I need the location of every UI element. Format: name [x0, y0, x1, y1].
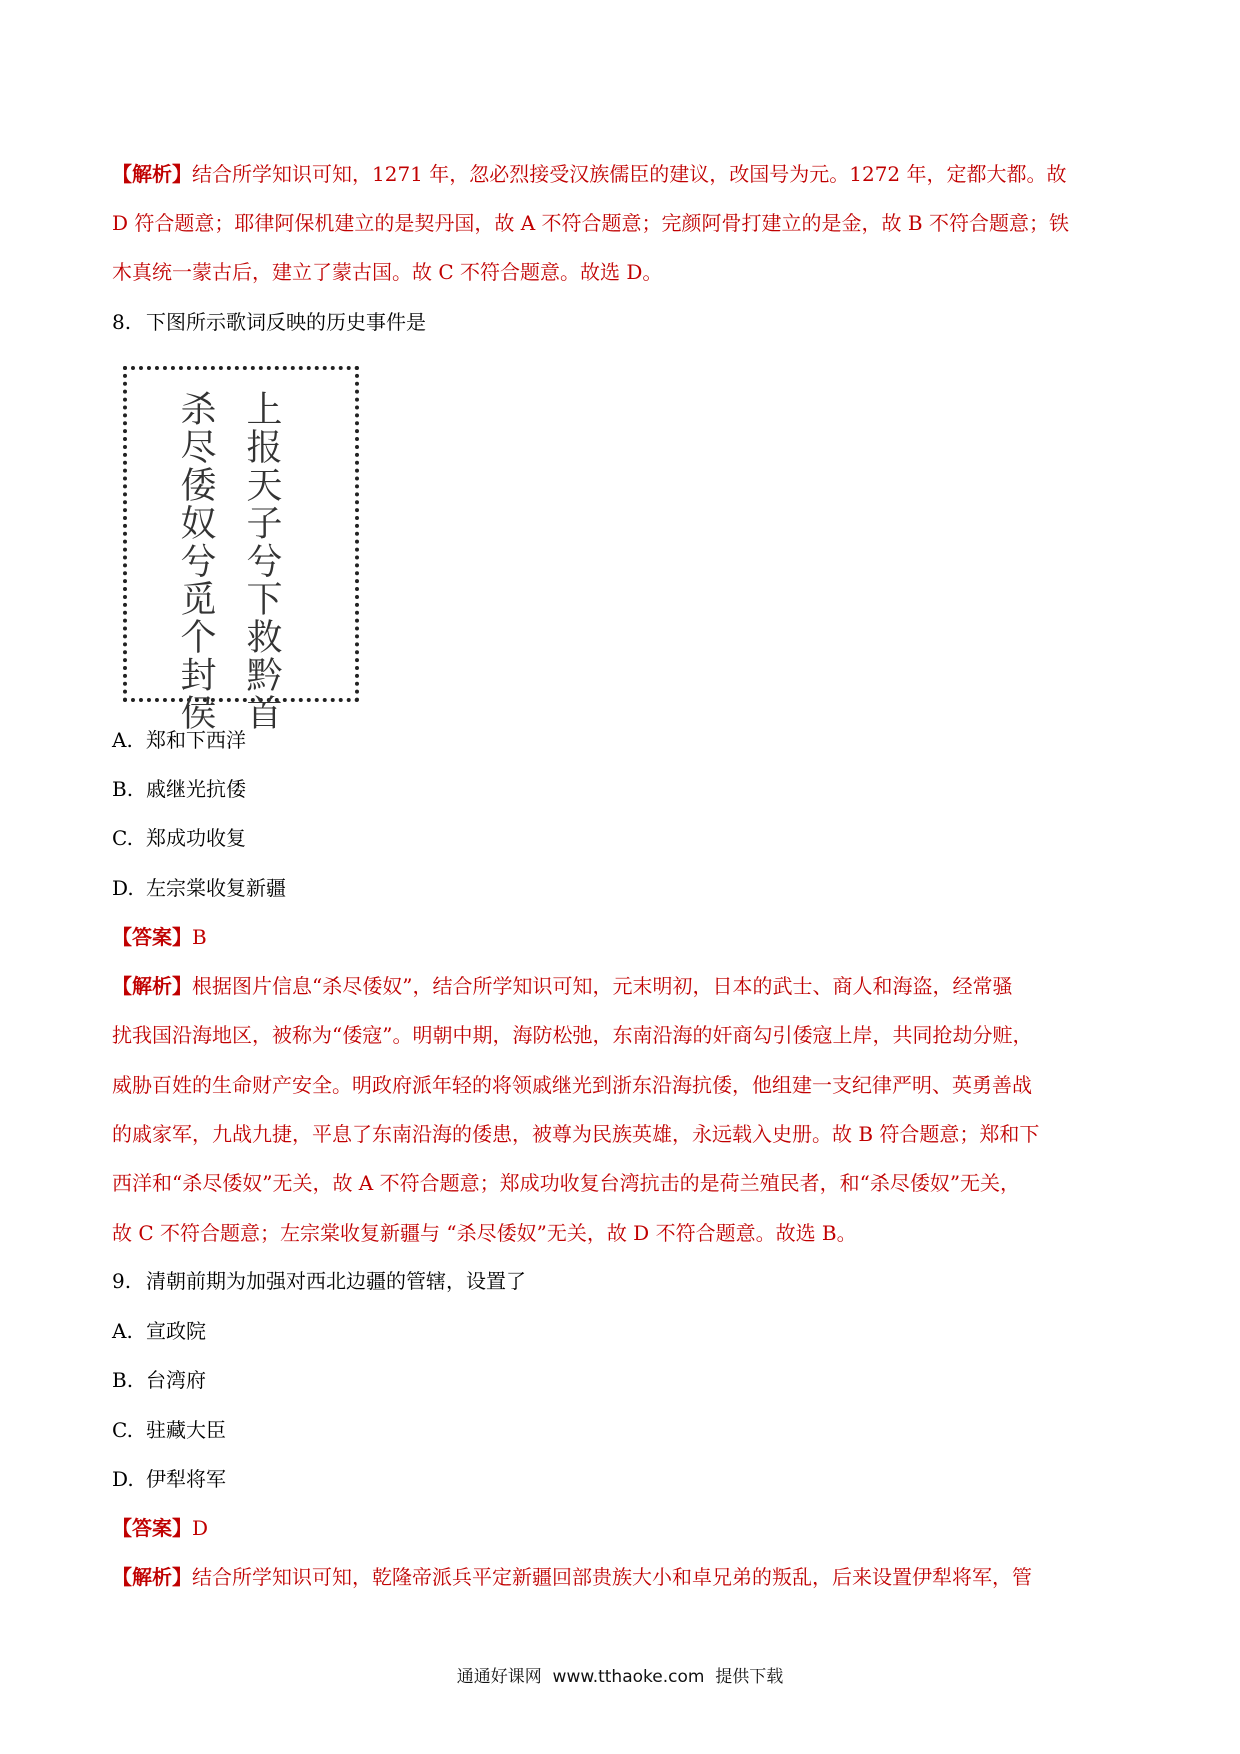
lyrics-left-column: [171, 390, 219, 742]
analysis-tag: 【解析】: [112, 974, 192, 998]
q9-question: [112, 1267, 526, 1295]
q8-analysis-line-2: 扰我国沿海地区，被称为“倭寇”。明朝中期，海防松弛，东南沿海的奸商勾引倭寇上岸，共同抢劫分赃，: [112, 1023, 1033, 1047]
q8-question-text: 下图所示歌词反映的历史事件是: [146, 310, 426, 334]
option-letter: C.: [112, 1418, 133, 1442]
q7-analysis-text-1: 结合所学知识可知，1271 年，忽必烈接受汉族儒臣的建议，改国号为元。1272 年，定都大都。故: [192, 162, 1067, 186]
q9-analysis-text-1: 结合所学知识可知，乾隆帝派兵平定新疆回部贵族大小和卓兄弟的叛乱，后来设置伊犁将军，管: [192, 1565, 1032, 1589]
option-text: 郑和下西洋: [146, 728, 246, 752]
option-text: 驻藏大臣: [146, 1418, 226, 1442]
q9-answer: [112, 1514, 208, 1542]
analysis-tag: 【解析】: [112, 1565, 192, 1589]
q8-number: 8.: [112, 310, 132, 334]
q9-number: 9.: [112, 1269, 132, 1293]
footer-url[interactable]: www.tthaoke.com: [552, 1667, 705, 1687]
option-letter: C.: [112, 826, 133, 850]
lyrics-right-text: 上报天子兮下救黔首: [241, 390, 282, 732]
q9-analysis-line-1: [112, 1563, 1032, 1591]
q7-analysis-line-3: 木真统一蒙古后，建立了蒙古国。故 C 不符合题意。故选 D。: [112, 260, 663, 284]
q7-analysis-line-2: D 符合题意；耶律阿保机建立的是契丹国，故 A 不符合题意；完颜阿骨打建立的是金，故 B 不符合题意；铁: [112, 211, 1069, 235]
q8-analysis-line-3: 威胁百姓的生命财产安全。明政府派年轻的将领戚继光到浙东沿海抗倭，他组建一支纪律严明、英勇善战: [112, 1073, 1032, 1097]
q9-option-c[interactable]: [112, 1416, 226, 1444]
lyrics-image: [123, 366, 359, 732]
q8-analysis-line-4: 的戚家军，九战九捷，平息了东南沿海的倭患，被尊为民族英雄，永远载入史册。故 B 符合题意；郑和下: [112, 1122, 1040, 1146]
answer-value: D: [192, 1516, 209, 1540]
option-text: 戚继光抗倭: [146, 777, 246, 801]
q9-option-d[interactable]: [112, 1465, 226, 1493]
q8-option-b[interactable]: [112, 775, 246, 803]
q8-question: [112, 308, 426, 336]
q9-option-b[interactable]: [112, 1366, 206, 1394]
q8-answer: [112, 923, 207, 951]
footer-site: 通通好课网: [456, 1667, 542, 1687]
q8-analysis-line-1: [112, 972, 1012, 1000]
q8-analysis-text-1: 根据图片信息“杀尽倭奴”，结合所学知识可知，元末明初，日本的武士、商人和海盗，经常骚: [192, 974, 1013, 998]
lyrics-left-text: 杀尽倭奴兮觅个封侯: [175, 390, 216, 732]
option-text: 左宗棠收复新疆: [146, 876, 286, 900]
option-letter: D.: [112, 1467, 134, 1491]
option-text: 伊犁将军: [146, 1467, 226, 1491]
q9-question-text: 清朝前期为加强对西北边疆的管辖，设置了: [146, 1269, 526, 1293]
option-text: 台湾府: [146, 1368, 206, 1392]
q9-option-a[interactable]: [112, 1317, 206, 1345]
option-text: 宣政院: [146, 1319, 206, 1343]
q8-option-a[interactable]: [112, 726, 246, 754]
option-letter: A.: [112, 1319, 133, 1343]
option-letter: D.: [112, 876, 134, 900]
analysis-tag: 【解析】: [112, 162, 192, 186]
page-footer: [0, 1662, 1240, 1687]
answer-value: B: [192, 925, 207, 949]
answer-tag: 【答案】: [112, 925, 192, 949]
q8-option-d[interactable]: [112, 874, 286, 902]
footer-suffix: 提供下载: [715, 1667, 784, 1687]
answer-tag: 【答案】: [112, 1516, 192, 1540]
option-letter: B.: [112, 777, 134, 801]
q8-analysis-line-6: 故 C 不符合题意；左宗棠收复新疆与 “杀尽倭奴”无关，故 D 不符合题意。故选 B。: [112, 1221, 857, 1245]
option-letter: B.: [112, 1368, 134, 1392]
q7-analysis-line-1: [112, 160, 1067, 188]
lyrics-right-column: [237, 390, 285, 742]
option-letter: A.: [112, 728, 133, 752]
option-text: 郑成功收复: [146, 826, 246, 850]
q8-option-c[interactable]: [112, 824, 246, 852]
q8-analysis-line-5: 西洋和“杀尽倭奴”无关，故 A 不符合题意；郑成功收复台湾抗击的是荷兰殖民者，和“杀尽倭奴”无关，: [112, 1171, 1021, 1195]
